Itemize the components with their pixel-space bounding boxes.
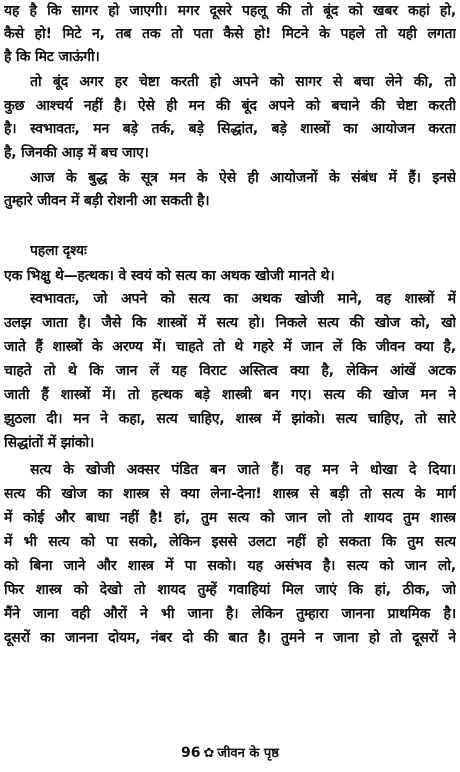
text-line: में कोई और बाधा नहीं है! हां, तुम सत्य को जान लो तो शायद तुम शास्त्र bbox=[4, 510, 456, 526]
text-line: तुम्हारे जीवन में बड़ी रोशनी आ सकती है। bbox=[4, 193, 210, 209]
text-line: स्वभावतः, जो अपने को सत्य का अथक खोजी माने, वह शास्त्रों में bbox=[30, 291, 456, 307]
text-line: दूसरों का जानना दोयम, नंबर दो की बात है। तुमने न जाना हो तो दूसरों ने bbox=[4, 630, 456, 646]
text-line: कैसे हो! मिटे न, तब तक तो पता कैसे हो! मिटने के पहले तो यही लगता bbox=[4, 26, 456, 42]
text-line: में भी सत्य को पा सको, लेकिन इससे उलटा नहीं हो सकता कि तुम सत्य bbox=[4, 534, 456, 550]
page-footer bbox=[0, 742, 460, 765]
text-line: सत्य की खोज का शास्त्र से क्या लेना-देना! शास्त्र से बड़ी तो सत्य के मार्ग bbox=[4, 486, 456, 502]
text-line: है, जिनकी आड़ में बच जाए। bbox=[4, 145, 149, 161]
text-line: चाहते तो थे कि जान लें यह विराट अस्तित्व क्या है, लेकिन आंखें अटक bbox=[4, 363, 456, 379]
text-line: फिर शास्त्र को देखो तो शायद तुम्हें गवाहियां मिल जाएं कि हां, ठीक, जो bbox=[4, 582, 456, 598]
text-line: एक भिक्षु थे—हत्थक। वे स्वयं को सत्य का अथक खोजी मानते थे। bbox=[4, 268, 335, 284]
text-line: है। स्वभावतः, मन बड़े तर्क, बड़े सिद्धांत, बड़े शास्त्रों का आयोजन करता bbox=[4, 121, 456, 137]
section-heading: पहला दृश्यः bbox=[30, 243, 87, 259]
text-line: जाती हैं शास्त्रों में। तो हत्थक बड़े शास्त्री बन गए। सत्य की खोज मन ने bbox=[4, 387, 456, 403]
text-line: है कि मिट जाऊंगी। bbox=[4, 49, 100, 65]
text-line: आज के बुद्ध के सूत्र मन के ऐसे ही आयोजनों के संबंध में हैं। इनसे bbox=[30, 170, 456, 186]
text-line: सिद्धांतों में झांको। bbox=[4, 435, 95, 451]
text-line: जाते हैं शास्त्रों के अरण्य में। चाहते तो थे गहरे में जान लें कि जीवन क्या है, bbox=[4, 339, 456, 355]
text-line: कुछ आश्चर्य नहीं है। ऐसे ही मन की बूंद अपने को बचाने की चेष्टा करती bbox=[4, 98, 456, 114]
text-line: यह है कि सागर हो जाएगी। मगर दूसरे पहलू की तो बूंद को खबर कहां हो, bbox=[4, 3, 456, 19]
book-title: जीवन के पृष्ठ bbox=[217, 746, 279, 761]
text-line: उलझ जाता है। जैसे कि शास्त्रों में सत्य हो। निकले सत्य की खोज को, खो bbox=[4, 315, 456, 331]
text-line: सत्य के खोजी अक्सर पंडित बन जाते हैं। वह मन ने धोखा दे दिया। bbox=[30, 462, 456, 478]
text-line: तो बूंद अगर हर चेष्टा करती हो अपने को सागर से बचा लेने की, तो bbox=[30, 74, 456, 90]
page-number: 96 bbox=[181, 745, 201, 761]
text-line: को बिना जाने और शास्त्र में पा सको। यह असंभव है। सत्य को जान लो, bbox=[4, 558, 456, 574]
text-line: मैंने जाना वही औरों ने भी जाना है। लेकिन तुम्हारा जानना प्राथमिक है। bbox=[4, 606, 456, 622]
text-line: झुठला दी। मन ने कहा, सत्य चाहिए, शास्त्र में झांको। सत्य चाहिए, तो सारे bbox=[4, 411, 456, 427]
flower-icon: ✿ bbox=[203, 746, 215, 761]
